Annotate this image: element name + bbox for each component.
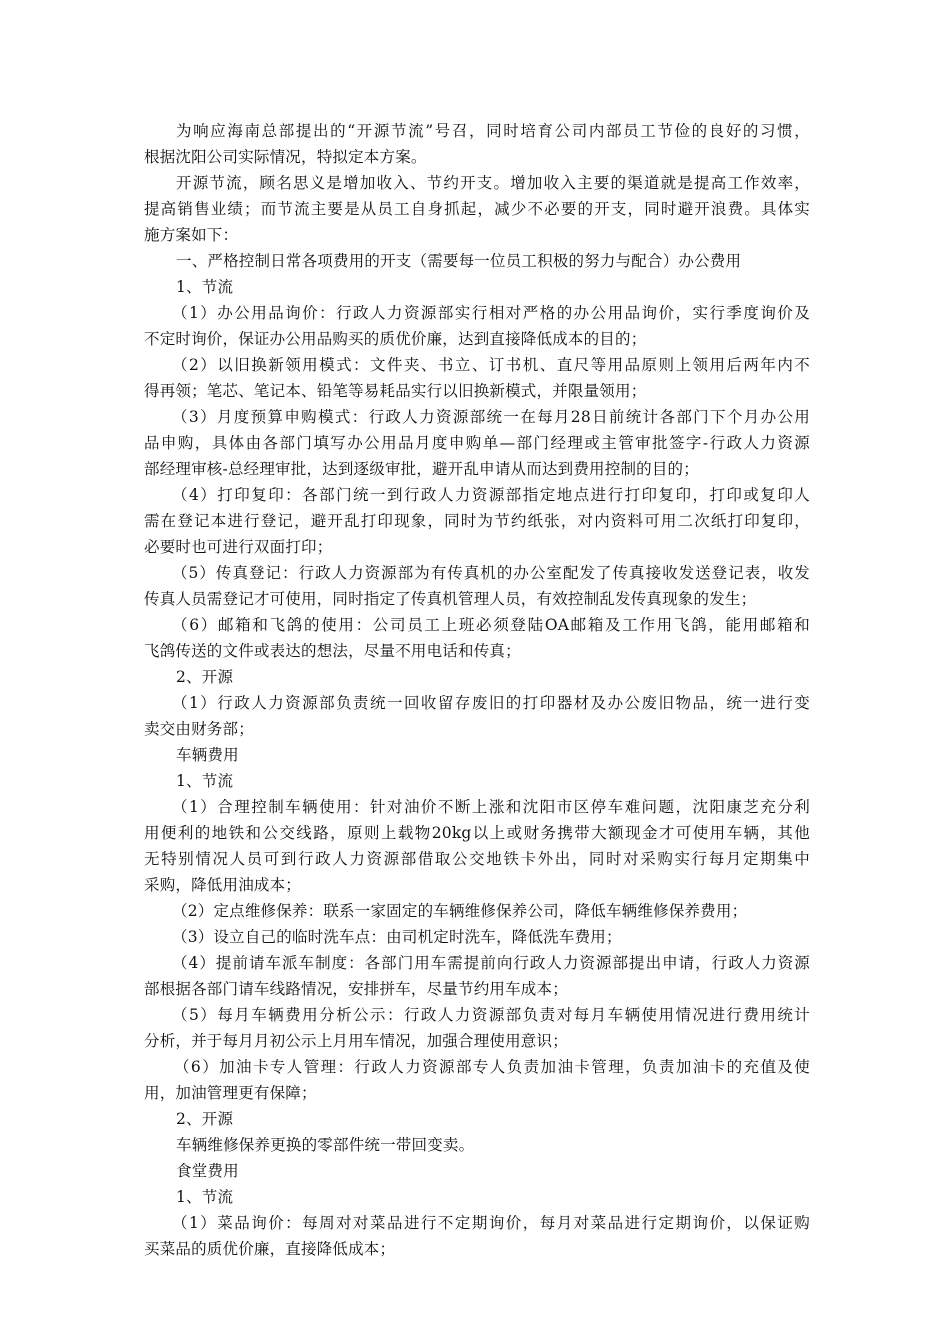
text-line: 1、节流: [176, 278, 234, 296]
text-line: 2、开源: [176, 668, 234, 686]
document-body: [144, 118, 810, 1262]
text-line: 卖交由财务部；: [144, 720, 254, 738]
text-line: 买菜品的质优价廉，直接降低成本；: [144, 1240, 396, 1258]
text-line: 1、节流: [176, 772, 234, 790]
text-line: （2）定点维修保养：联系一家固定的车辆维修保养公司，降低车辆维修保养费用；: [172, 902, 748, 920]
text-line: （5）每月车辆费用分析公示：行政人力资源部负责对每月车辆使用情况进行费用统计: [172, 1006, 810, 1024]
text-line: 传真人员需登记才可使用，同时指定了传真机管理人员，有效控制乱发传真现象的发生；: [144, 590, 757, 608]
text-line: （4）打印复印：各部门统一到行政人力资源部指定地点进行打印复印，打印或复印人: [172, 486, 810, 504]
text-line: （3）设立自己的临时洗车点：由司机定时洗车，降低洗车费用；: [172, 928, 622, 946]
text-line: （5）传真登记：行政人力资源部为有传真机的办公室配发了传真接收发送登记表，收发: [172, 564, 810, 582]
text-line: （2）以旧换新领用模式：文件夹、书立、订书机、直尺等用品原则上领用后两年内不: [172, 356, 810, 374]
text-line: 施方案如下：: [144, 226, 239, 244]
text-line: 得再领；笔芯、笔记本、铅笔等易耗品实行以旧换新模式，并限量领用；: [144, 382, 647, 400]
text-line: （1）菜品询价：每周对对菜品进行不定期询价，每月对菜品进行定期询价，以保证购: [172, 1214, 810, 1232]
text-line: （1）行政人力资源部负责统一回收留存废旧的打印器材及办公废旧物品，统一进行变: [172, 694, 810, 712]
text-line: 根据沈阳公司实际情况，特拟定本方案。: [144, 148, 427, 166]
text-line: 2、开源: [176, 1110, 234, 1128]
text-line: 一、严格控制日常各项费用的开支（需要每一位员工积极的努力与配合）办公费用: [176, 252, 742, 270]
text-line: 必要时也可进行双面打印；: [144, 538, 333, 556]
text-line: 飞鸽传送的文件或表达的想法，尽量不用电话和传真；: [144, 642, 521, 660]
text-line: 品申购，具体由各部门填写办公用品月度申购单—部门经理或主管审批签字-行政人力资源: [144, 434, 810, 452]
text-line: 采购，降低用油成本；: [144, 876, 302, 894]
text-line: 1、节流: [176, 1188, 234, 1206]
text-line: 开源节流，顾名思义是增加收入、节约开支。增加收入主要的渠道就是提高工作效率，: [176, 174, 810, 192]
text-line: （1）合理控制车辆使用：针对油价不断上涨和沈阳市区停车难问题，沈阳康芝充分利: [172, 798, 810, 816]
text-line: 需在登记本进行登记，避开乱打印现象，同时为节约纸张，对内资料可用二次纸打印复印，: [144, 512, 810, 530]
text-line: 用便利的地铁和公交线路，原则上载物20kg以上或财务携带大额现金才可使用车辆，其他: [144, 824, 810, 842]
text-line: 车辆费用: [176, 746, 239, 764]
text-line: （4）提前请车派车制度：各部门用车需提前向行政人力资源部提出申请，行政人力资源: [172, 954, 810, 972]
text-line: 分析，并于每月月初公示上月用车情况，加强合理使用意识；: [144, 1032, 568, 1050]
text-line: 部根据各部门请车线路情况，安排拼车，尽量节约用车成本；: [144, 980, 568, 998]
text-line: 用，加油管理更有保障；: [144, 1084, 317, 1102]
text-line: 车辆维修保养更换的零部件统一带回变卖。: [176, 1136, 475, 1154]
text-line: 部经理审核-总经理审批，达到逐级审批，避开乱申请从而达到费用控制的目的；: [144, 460, 699, 478]
text-line: 为响应海南总部提出的“开源节流”号召，同时培育公司内部员工节俭的良好的习惯，: [176, 122, 810, 140]
text-line: （1）办公用品询价：行政人力资源部实行相对严格的办公用品询价，实行季度询价及: [172, 304, 810, 322]
text-line: 食堂费用: [176, 1162, 239, 1180]
text-line: 不定时询价，保证办公用品购买的质优价廉，达到直接降低成本的目的；: [144, 330, 647, 348]
text-line: 提高销售业绩；而节流主要是从员工自身抓起，减少不必要的开支，同时避开浪费。具体实: [144, 200, 810, 218]
text-line: 无特别情况人员可到行政人力资源部借取公交地铁卡外出，同时对采购实行每月定期集中: [144, 850, 810, 868]
text-line: （3）月度预算申购模式：行政人力资源部统一在每月28日前统计各部门下个月办公用: [172, 408, 810, 426]
text-line: （6）加油卡专人管理：行政人力资源部专人负责加油卡管理，负责加油卡的充值及使: [174, 1058, 810, 1076]
text-line: （6）邮箱和飞鸽的使用：公司员工上班必须登陆OA邮箱及工作用飞鸽，能用邮箱和: [172, 616, 810, 634]
